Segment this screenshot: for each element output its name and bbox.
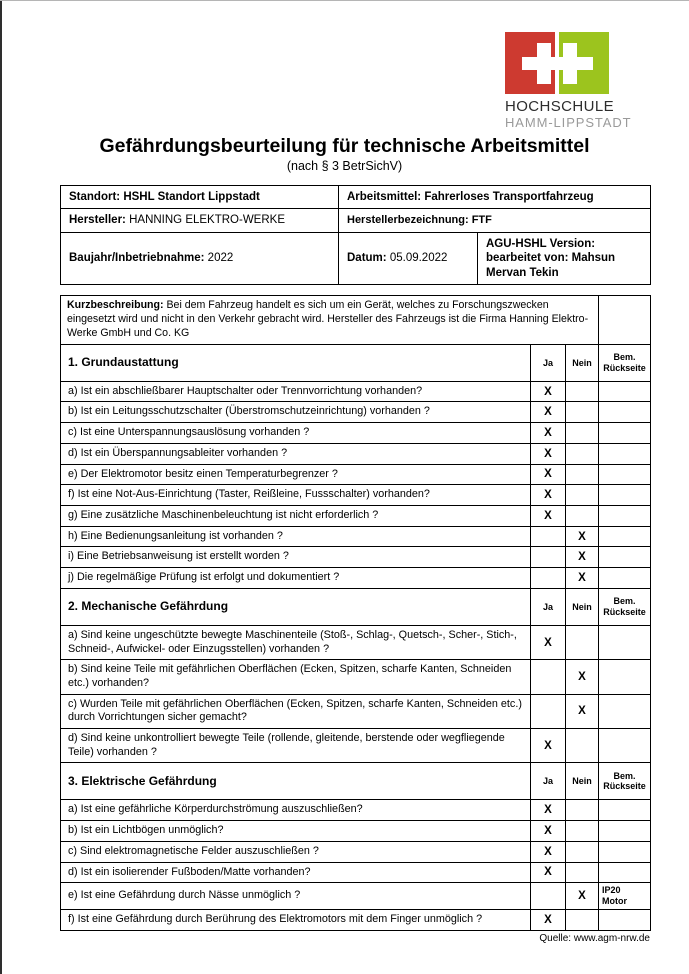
bem-header-line1: Bem. bbox=[613, 352, 636, 363]
question-cell: g) Eine zusätzliche Maschinenbeleuchtung ist nicht erforderlich ? bbox=[61, 506, 531, 527]
logo-cross-vertical-right bbox=[563, 43, 577, 84]
bem-header-line2: Rückseite bbox=[603, 606, 646, 617]
baujahr-value: 2022 bbox=[207, 252, 234, 265]
info-row-3 bbox=[61, 232, 651, 284]
content bbox=[60, 185, 650, 944]
nein-mark-cell: X bbox=[566, 526, 599, 547]
checklist-item-row bbox=[61, 568, 651, 589]
bem-cell: IP20 Motor bbox=[599, 883, 651, 910]
ja-mark-cell bbox=[531, 568, 566, 589]
question-cell: j) Die regelmäßige Prüfung ist erfolgt und dokumentiert ? bbox=[61, 568, 531, 589]
standort-cell bbox=[61, 186, 339, 209]
kurzbeschreibung-row bbox=[61, 295, 651, 344]
baujahr-cell bbox=[61, 232, 339, 284]
question-cell: f) Ist eine Gefährdung durch Berührung des Elektromotors mit dem Finger unmöglich ? bbox=[61, 909, 531, 930]
column-header-nein: Nein bbox=[566, 763, 599, 800]
bem-cell bbox=[599, 821, 651, 842]
column-header-ja: Ja bbox=[531, 588, 566, 625]
checklist-item-row bbox=[61, 402, 651, 423]
baujahr-label: Baujahr/Inbetriebnahme: bbox=[69, 252, 205, 265]
column-header-ja: Ja bbox=[531, 763, 566, 800]
ja-mark-cell: X bbox=[531, 625, 566, 659]
info-row-2 bbox=[61, 209, 651, 232]
question-cell: d) Sind keine unkontrolliert bewegte Teile (rollende, gleitende, berstende oder wegfliegende Teile) vorhanden ? bbox=[61, 729, 531, 763]
herstellerbezeichnung-label: Herstellerbezeichnung: bbox=[347, 213, 469, 226]
ja-mark-cell: X bbox=[531, 506, 566, 527]
nein-mark-cell bbox=[566, 506, 599, 527]
question-cell: a) Ist ein abschließbarer Hauptschalter oder Trennvorrichtung vorhanden? bbox=[61, 381, 531, 402]
bem-cell bbox=[599, 381, 651, 402]
bem-cell bbox=[599, 423, 651, 444]
standort-value: HSHL Standort Lippstadt bbox=[123, 191, 260, 203]
logo-cross-horizontal bbox=[522, 57, 593, 70]
checklist-item-row bbox=[61, 660, 651, 694]
ja-mark-cell bbox=[531, 660, 566, 694]
nein-mark-cell bbox=[566, 625, 599, 659]
logo-cross-vertical-left bbox=[537, 43, 551, 84]
checklist-item-row bbox=[61, 485, 651, 506]
ja-mark-cell: X bbox=[531, 423, 566, 444]
agu-bearbeitet-line: bearbeitet von: Mahsun Mervan Tekin bbox=[486, 252, 616, 279]
nein-mark-cell bbox=[566, 485, 599, 506]
section-title: 2. Mechanische Gefährdung bbox=[61, 588, 531, 625]
kurzbeschreibung-text: Bei dem Fahrzeug handelt es sich um ein Gerät, welches zu Forschungszwecken eingesetzt wird und nicht in den Verkehr gebracht wird. Hersteller des Fahrzeugs ist die Firma Hanning Elektro-Werke GmbH und Co. KG bbox=[67, 298, 589, 339]
bem-cell bbox=[599, 625, 651, 659]
checklist-item-row bbox=[61, 729, 651, 763]
section-header-row bbox=[61, 344, 651, 381]
checklist-item-row bbox=[61, 821, 651, 842]
checklist-item-row bbox=[61, 464, 651, 485]
bem-cell bbox=[599, 694, 651, 728]
checklist-item-row bbox=[61, 423, 651, 444]
section-title: 3. Elektrische Gefährdung bbox=[61, 763, 531, 800]
nein-mark-cell bbox=[566, 729, 599, 763]
bem-header-line2: Rückseite bbox=[603, 362, 646, 373]
question-cell: a) Ist eine gefährliche Körperdurchströmung auszuschließen? bbox=[61, 800, 531, 821]
kurzbeschreibung-cell bbox=[61, 295, 599, 344]
question-cell: d) Ist ein isolierender Fußboden/Matte vorhanden? bbox=[61, 862, 531, 883]
bem-cell bbox=[599, 443, 651, 464]
checklist-item-row bbox=[61, 443, 651, 464]
nein-mark-cell bbox=[566, 464, 599, 485]
question-cell: d) Ist ein Überspannungsableiter vorhanden ? bbox=[61, 443, 531, 464]
question-cell: e) Ist eine Gefährdung durch Nässe unmöglich ? bbox=[61, 883, 531, 910]
checklist-item-row bbox=[61, 862, 651, 883]
source-note: Quelle: www.agm-nrw.de bbox=[539, 932, 650, 944]
ja-mark-cell: X bbox=[531, 729, 566, 763]
ja-mark-cell: X bbox=[531, 443, 566, 464]
section-title: 1. Grundaustattung bbox=[61, 344, 531, 381]
bem-cell bbox=[599, 729, 651, 763]
bem-cell bbox=[599, 506, 651, 527]
bem-header-line2: Rückseite bbox=[603, 781, 646, 792]
bem-cell bbox=[599, 862, 651, 883]
bem-header-line1: Bem. bbox=[613, 771, 636, 782]
bem-header-line1: Bem. bbox=[613, 596, 636, 607]
question-cell: h) Eine Bedienungsanleitung ist vorhanden ? bbox=[61, 526, 531, 547]
column-header-nein: Nein bbox=[566, 588, 599, 625]
agu-version-cell bbox=[478, 232, 651, 284]
bem-cell bbox=[599, 909, 651, 930]
nein-mark-cell bbox=[566, 862, 599, 883]
bem-cell bbox=[599, 526, 651, 547]
ja-mark-cell: X bbox=[531, 821, 566, 842]
nein-mark-cell bbox=[566, 841, 599, 862]
question-cell: b) Sind keine Teile mit gefährlichen Oberflächen (Ecken, Spitzen, scharfe Kanten, Schneiden etc.) vorhanden? bbox=[61, 660, 531, 694]
ja-mark-cell: X bbox=[531, 862, 566, 883]
section-header-row bbox=[61, 588, 651, 625]
ja-mark-cell bbox=[531, 883, 566, 910]
ja-mark-cell bbox=[531, 694, 566, 728]
standort-label: Standort: bbox=[69, 191, 121, 203]
herstellerbezeichnung-value: FTF bbox=[471, 213, 492, 226]
arbeitsmittel-label: Arbeitsmittel: bbox=[347, 191, 422, 203]
column-header-bem bbox=[599, 763, 651, 800]
hshl-logo-mark bbox=[505, 32, 609, 94]
nein-mark-cell: X bbox=[566, 660, 599, 694]
ja-mark-cell: X bbox=[531, 909, 566, 930]
info-row-1 bbox=[61, 186, 651, 209]
checklist-item-row bbox=[61, 800, 651, 821]
arbeitsmittel-cell bbox=[339, 186, 651, 209]
nein-mark-cell bbox=[566, 381, 599, 402]
ja-mark-cell: X bbox=[531, 402, 566, 423]
title-block bbox=[0, 135, 689, 173]
ja-mark-cell: X bbox=[531, 800, 566, 821]
nein-mark-cell bbox=[566, 821, 599, 842]
datum-cell bbox=[339, 232, 478, 284]
nein-mark-cell bbox=[566, 800, 599, 821]
nein-mark-cell bbox=[566, 423, 599, 444]
hersteller-label: Hersteller: bbox=[69, 214, 126, 227]
nein-mark-cell: X bbox=[566, 883, 599, 910]
ja-mark-cell: X bbox=[531, 464, 566, 485]
bem-cell bbox=[599, 464, 651, 485]
question-cell: c) Ist eine Unterspannungsauslösung vorhanden ? bbox=[61, 423, 531, 444]
checklist-item-row bbox=[61, 526, 651, 547]
question-cell: a) Sind keine ungeschützte bewegte Maschinenteile (Stoß-, Schlag-, Quetsch-, Scher-, Stich-, Schneid-, Aufwickel- oder Einzugsstellen) vorhanden ? bbox=[61, 625, 531, 659]
column-header-bem bbox=[599, 344, 651, 381]
column-header-nein: Nein bbox=[566, 344, 599, 381]
bem-cell bbox=[599, 547, 651, 568]
bem-cell bbox=[599, 800, 651, 821]
bem-cell bbox=[599, 402, 651, 423]
scan-edge-top bbox=[0, 0, 689, 1]
checklist-item-row bbox=[61, 506, 651, 527]
checklist-table bbox=[60, 295, 651, 931]
arbeitsmittel-value: Fahrerloses Transportfahrzeug bbox=[424, 191, 594, 203]
agu-version-line: AGU-HSHL Version: bbox=[486, 237, 596, 250]
nein-mark-cell: X bbox=[566, 694, 599, 728]
datum-label: Datum: bbox=[347, 252, 387, 265]
ja-mark-cell bbox=[531, 547, 566, 568]
nein-mark-cell bbox=[566, 909, 599, 930]
section-header-row bbox=[61, 763, 651, 800]
column-header-ja: Ja bbox=[531, 344, 566, 381]
checklist-item-row bbox=[61, 625, 651, 659]
ja-mark-cell: X bbox=[531, 841, 566, 862]
checklist-item-row bbox=[61, 883, 651, 910]
question-cell: e) Der Elektromotor besitz einen Temperaturbegrenzer ? bbox=[61, 464, 531, 485]
logo-text-hochschule: HOCHSCHULE bbox=[505, 98, 615, 115]
hersteller-value: HANNING ELEKTRO-WERKE bbox=[129, 214, 286, 227]
question-cell: c) Sind elektromagnetische Felder auszuschließen ? bbox=[61, 841, 531, 862]
hshl-logo bbox=[505, 32, 635, 130]
question-cell: i) Eine Betriebsanweisung ist erstellt worden ? bbox=[61, 547, 531, 568]
nein-mark-cell: X bbox=[566, 547, 599, 568]
question-cell: c) Wurden Teile mit gefährlichen Oberflächen (Ecken, Spitzen, scharfe Kanten, Schneiden etc.) durch Vorrichtungen sicher gemacht? bbox=[61, 694, 531, 728]
bem-cell bbox=[599, 568, 651, 589]
nein-mark-cell bbox=[566, 443, 599, 464]
herstellerbezeichnung-cell bbox=[339, 209, 651, 232]
nein-mark-cell: X bbox=[566, 568, 599, 589]
bem-cell bbox=[599, 485, 651, 506]
page-title: Gefährdungsbeurteilung für technische Arbeitsmittel bbox=[99, 135, 590, 157]
info-table bbox=[60, 185, 651, 285]
checklist-item-row bbox=[61, 694, 651, 728]
nein-mark-cell bbox=[566, 402, 599, 423]
checklist-item-row bbox=[61, 909, 651, 930]
hersteller-cell bbox=[61, 209, 339, 232]
bem-cell bbox=[599, 660, 651, 694]
logo-text-hamm-lippstadt: HAMM-LIPPSTADT bbox=[505, 115, 632, 130]
ja-mark-cell: X bbox=[531, 485, 566, 506]
checklist-item-row bbox=[61, 547, 651, 568]
datum-value: 05.09.2022 bbox=[389, 252, 448, 265]
spacer bbox=[60, 285, 650, 295]
page-subtitle: (nach § 3 BetrSichV) bbox=[286, 159, 403, 173]
question-cell: f) Ist eine Not-Aus-Einrichtung (Taster, Reißleine, Fussschalter) vorhanden? bbox=[61, 485, 531, 506]
ja-mark-cell: X bbox=[531, 381, 566, 402]
ja-mark-cell bbox=[531, 526, 566, 547]
checklist-item-row bbox=[61, 841, 651, 862]
kurzbeschreibung-label: Kurzbeschreibung: bbox=[67, 298, 164, 311]
question-cell: b) Ist ein Leitungsschutzschalter (Überstromschutzeinrichtung) vorhanden ? bbox=[61, 402, 531, 423]
checklist-item-row bbox=[61, 381, 651, 402]
kurzbeschreibung-empty-cell bbox=[599, 295, 651, 344]
bem-cell bbox=[599, 841, 651, 862]
question-cell: b) Ist ein Lichtbögen unmöglich? bbox=[61, 821, 531, 842]
column-header-bem bbox=[599, 588, 651, 625]
